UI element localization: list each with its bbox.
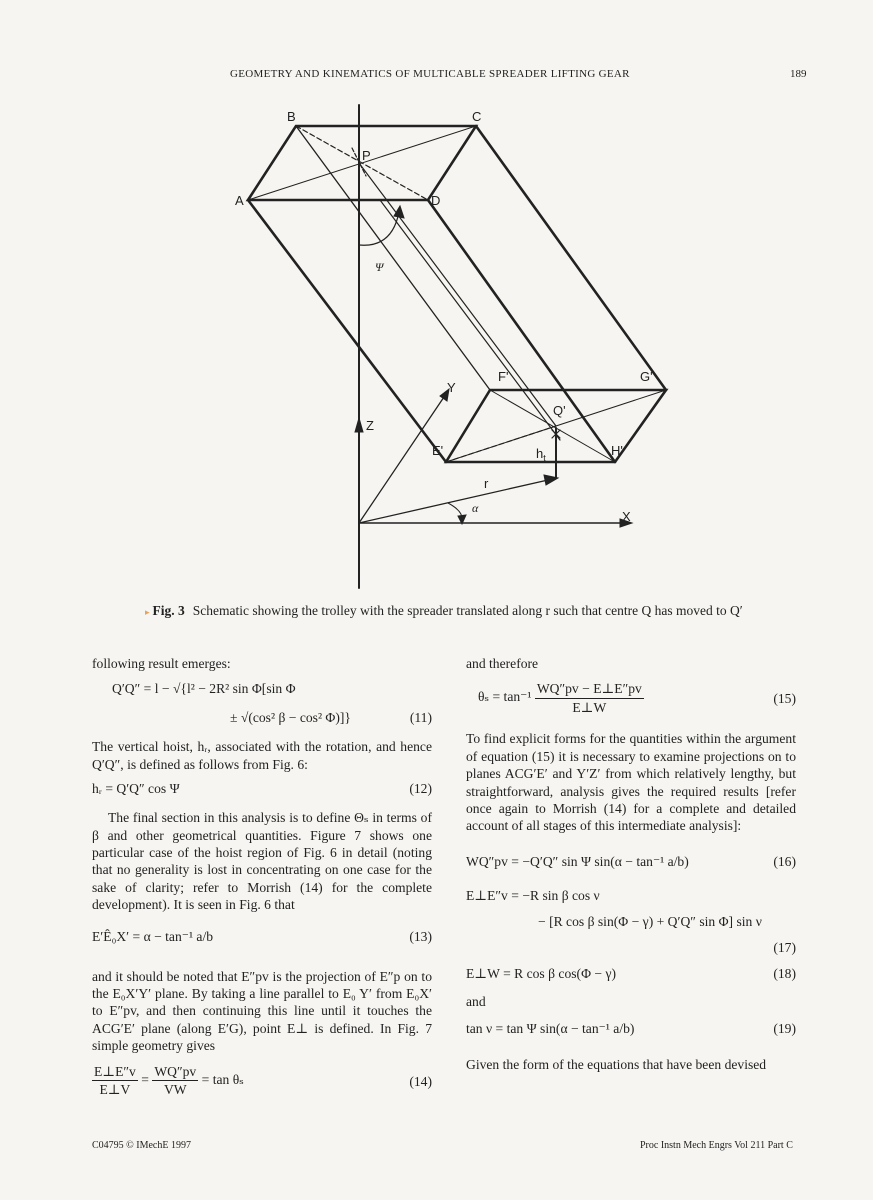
equation-11b: ± √(cos² β − cos² Φ)]} (11) (230, 710, 432, 726)
label-a: A (235, 193, 244, 208)
left-para-3: The final section in this analysis is to define Θₛ in terms of β and other geometrical quantities. Figure 7 shows one particular case of the hoist region of Fig. 6 in detail (noting that no generality is lost in concentrating on one case for the sake of clarity; refer to Morrish (14) for the complete development). It is seen in Fig. 6 that (92, 810, 432, 913)
z-axis-arrow (355, 418, 363, 432)
running-title: GEOMETRY AND KINEMATICS OF MULTICABLE SPREADER LIFTING GEAR (230, 68, 630, 80)
equation-19: tan ν = tan Ψ sin(α − tan⁻¹ a/b) (19) (466, 1021, 796, 1037)
r-vector-line (359, 480, 548, 523)
equation-14: $\frac{E\perp E''v}{E\perp V}$ = $\frac{WQ''pv}{VW}$ = tan θₛ (14) (94, 1063, 432, 1098)
label-z: Z (366, 418, 374, 433)
figure-caption: ▸ Fig. 3 Schematic showing the trolley with the spreader translated along r such that centre Q has moved to Q′ (145, 603, 743, 618)
label-x: X (622, 509, 631, 524)
label-g: G' (640, 369, 653, 384)
equation-18: E⊥W = R cos β cos(Φ − γ) (18) (466, 965, 796, 981)
right-para-3: and (466, 993, 486, 1009)
label-f: F' (498, 369, 509, 384)
label-y: Y (447, 380, 456, 395)
label-alpha: α (472, 501, 479, 515)
left-para-2: The vertical hoist, hᵣ, associated with the rotation, and hence Q′Q″, is defined as follows from Fig. 6: (92, 739, 432, 772)
y-axis-line (359, 394, 446, 523)
equation-16: WQ″pv = −Q′Q″ sin Ψ sin(α − tan⁻¹ a/b) (16) (466, 853, 796, 869)
equation-17b: − [R cos β sin(Φ − γ) + Q′Q″ sin Φ] sin ν (538, 913, 762, 929)
left-column (92, 655, 432, 1110)
label-h: H' (611, 443, 623, 458)
label-b: B (287, 109, 296, 124)
equation-17-number: (17) (773, 939, 796, 955)
right-para-4: Given the form of the equations that have been devised (466, 1057, 767, 1073)
caption-text: Schematic showing the trolley with the spreader translated along r such that centre Q has moved to Q′ (192, 603, 743, 618)
right-para-1: and therefore (466, 656, 539, 671)
left-para-4: and it should be noted that E″pv is the projection of E″p on to the E₀X′Y′ plane. By taking a line parallel to E₀ Y′ from E₀X′ to E″pv, and then continuing this line until it touches the ACG′E′ plane (along E′G), point E⊥ is defined. In Fig. 7 simple geometry gives (92, 968, 432, 1054)
right-column (466, 655, 796, 1074)
equation-17a: E⊥E″v = −R sin β cos ν (466, 887, 600, 903)
footer-copyright: C04795 © IMechE 1997 (92, 1140, 191, 1151)
caption-number: Fig. 3 (152, 603, 185, 618)
right-para-2: To find explicit forms for the quantities within the argument of equation (15) it is necessary to examine projections on to planes ACG′E′ and Y′Z′ from which relatively lengthy, but straightforward, analysis gives the required results [refer once again to Morrish (14) for a complete and detailed account of all stages of this intermediate analysis]: (466, 731, 796, 834)
label-psi: Ψ (375, 260, 384, 274)
label-c: C (472, 109, 482, 124)
footer-journal: Proc Instn Mech Engrs Vol 211 Part C (640, 1140, 793, 1151)
label-e: E' (432, 443, 444, 458)
equation-13: E′Ê₀X′ = α − tan⁻¹ a/b (13) (92, 928, 432, 944)
label-ht: $h_t$ (536, 446, 546, 463)
page-number: 189 (790, 68, 807, 80)
label-d: D (431, 193, 441, 208)
equation-11a: Q′Q″ = l − √{l² − 2R² sin Φ[sin Φ (112, 681, 296, 697)
label-q: Q' (553, 403, 566, 418)
left-para-1: following result emerges: (92, 656, 231, 671)
equation-15: θₛ = tan⁻¹ $\frac{WQ''pv - E\perp E''pv}{E\perp W}$ (15) (478, 681, 796, 715)
equation-12: hᵣ = Q′Q″ cos Ψ (12) (92, 781, 432, 797)
label-r: r (484, 476, 489, 491)
label-p: P (362, 148, 371, 163)
